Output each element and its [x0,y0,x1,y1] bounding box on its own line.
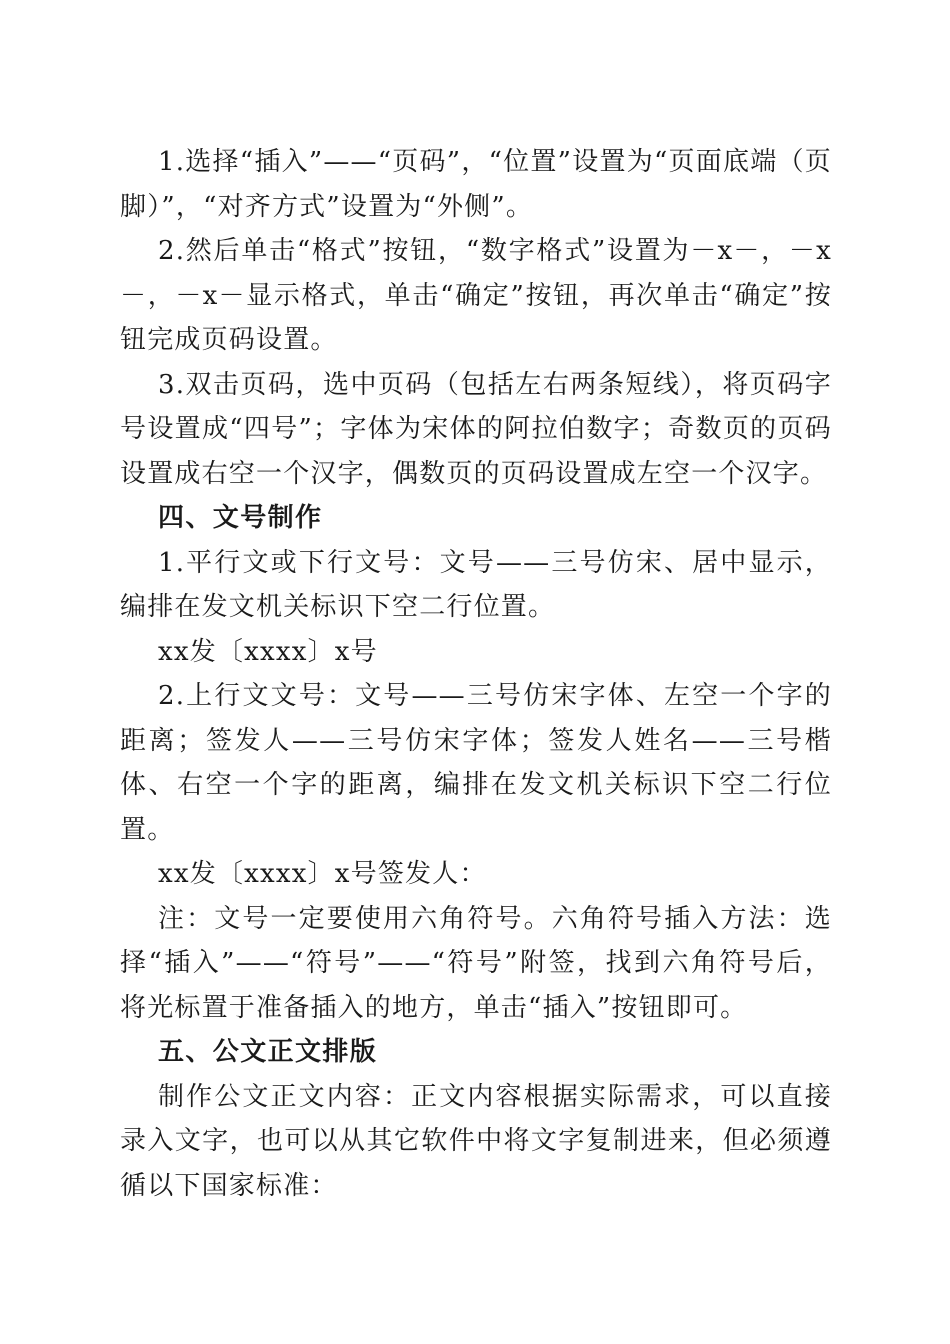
paragraph-body-content: 制作公文正文内容：正文内容根据实际需求，可以直接录入文字，也可以从其它软件中将文字复制进来，但必须遵循以下国家标准： [120,1081,832,1201]
document-body [120,140,832,1208]
paragraph-upward-doc-number: 2.上行文文号：文号——三号仿宋字体、左空一个字的距离；签发人——三号仿宋字体；签发人姓名——三号楷体、右空一个字的距离，编排在发文机关标识下空二行位置。 [120,681,832,845]
paragraph-page-number-font: 3.双击页码，选中页码（包括左右两条短线），将页码字号设置成“四号”；字体为宋体的阿拉伯数字；奇数页的页码设置成右空一个汉字，偶数页的页码设置成左空一个汉字。 [120,369,832,489]
paragraph-page-number-insert: 1.选择“插入”——“页码”，“位置”设置为“页面底端（页脚）”，“对齐方式”设置为“外侧”。 [120,147,832,222]
section-heading-document-number: 四、文号制作 [158,503,323,533]
paragraph-page-number-format: 2.然后单击“格式”按钮，“数字格式”设置为－x－，－x－，－x－显示格式，单击“确定”按钮，再次单击“确定”按钮完成页码设置。 [120,236,832,355]
example-doc-number-signer: xx发〔xxxx〕x号签发人： [158,859,487,889]
paragraph-note-hexagon-symbol: 注：文号一定要使用六角符号。六角符号插入方法：选择“插入”——“符号”——“符号”附签，找到六角符号后，将光标置于准备插入的地方，单击“插入”按钮即可。 [120,903,832,1023]
section-heading-body-layout: 五、公文正文排版 [158,1037,378,1067]
example-doc-number: xx发〔xxxx〕x号 [158,636,378,667]
paragraph-parallel-doc-number: 1.平行文或下行文号：文号——三号仿宋、居中显示，编排在发文机关标识下空二行位置。 [120,547,832,622]
